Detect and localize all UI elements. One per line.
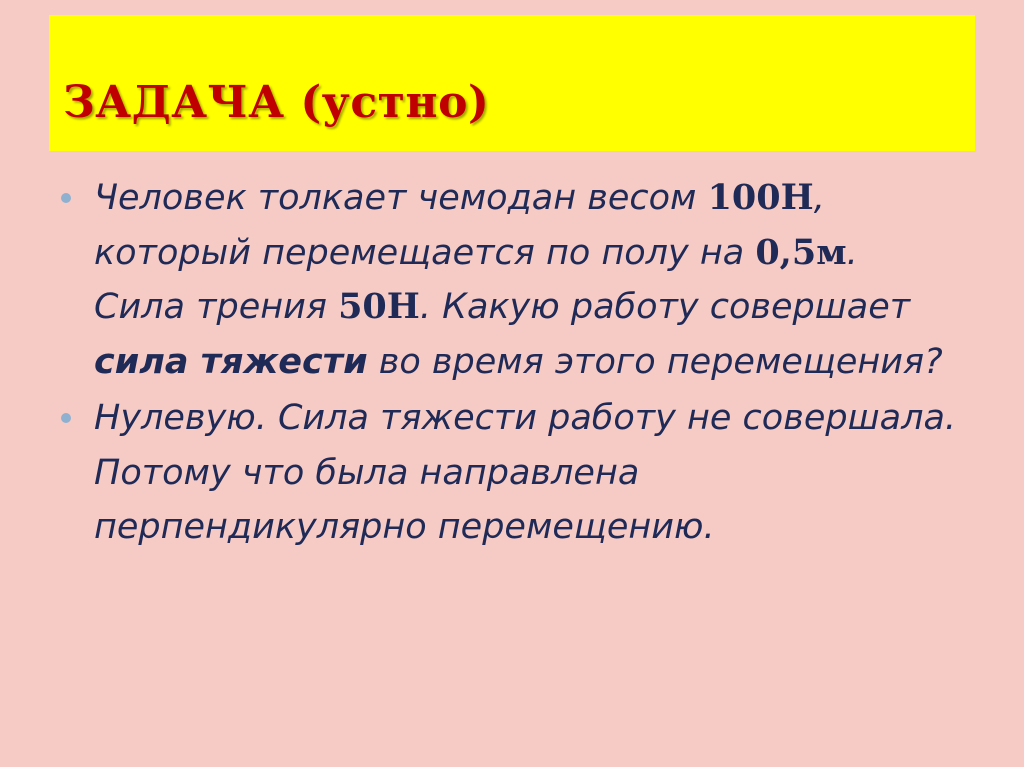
title-banner [49,15,975,151]
question-part-4: . Какую работу совершает [419,287,911,327]
emphasis-text: сила тяжести [94,341,368,382]
slide-content [58,171,958,557]
question-part-1: Человек толкает чемодан весом [94,178,708,218]
bullet-icon [61,413,71,423]
list-item-answer [58,391,958,555]
friction-value: 50Н [338,286,420,327]
question-part-3: . Сила трения [94,232,858,327]
question-text [94,178,943,382]
bullet-icon [61,193,71,203]
question-part-2: , который перемещается по полу на [94,178,825,273]
slide-title: ЗАДАЧА (устно) [63,77,490,128]
weight-value: 100Н [707,177,814,218]
question-part-5: во время этого перемещения? [367,341,943,382]
distance-value: 0,5м [755,231,847,273]
answer-text: Нулевую. Сила тяжести работу не совершала. Потому что была направлена перпендикулярно перемещению. [94,398,957,547]
list-item-question [58,171,958,389]
